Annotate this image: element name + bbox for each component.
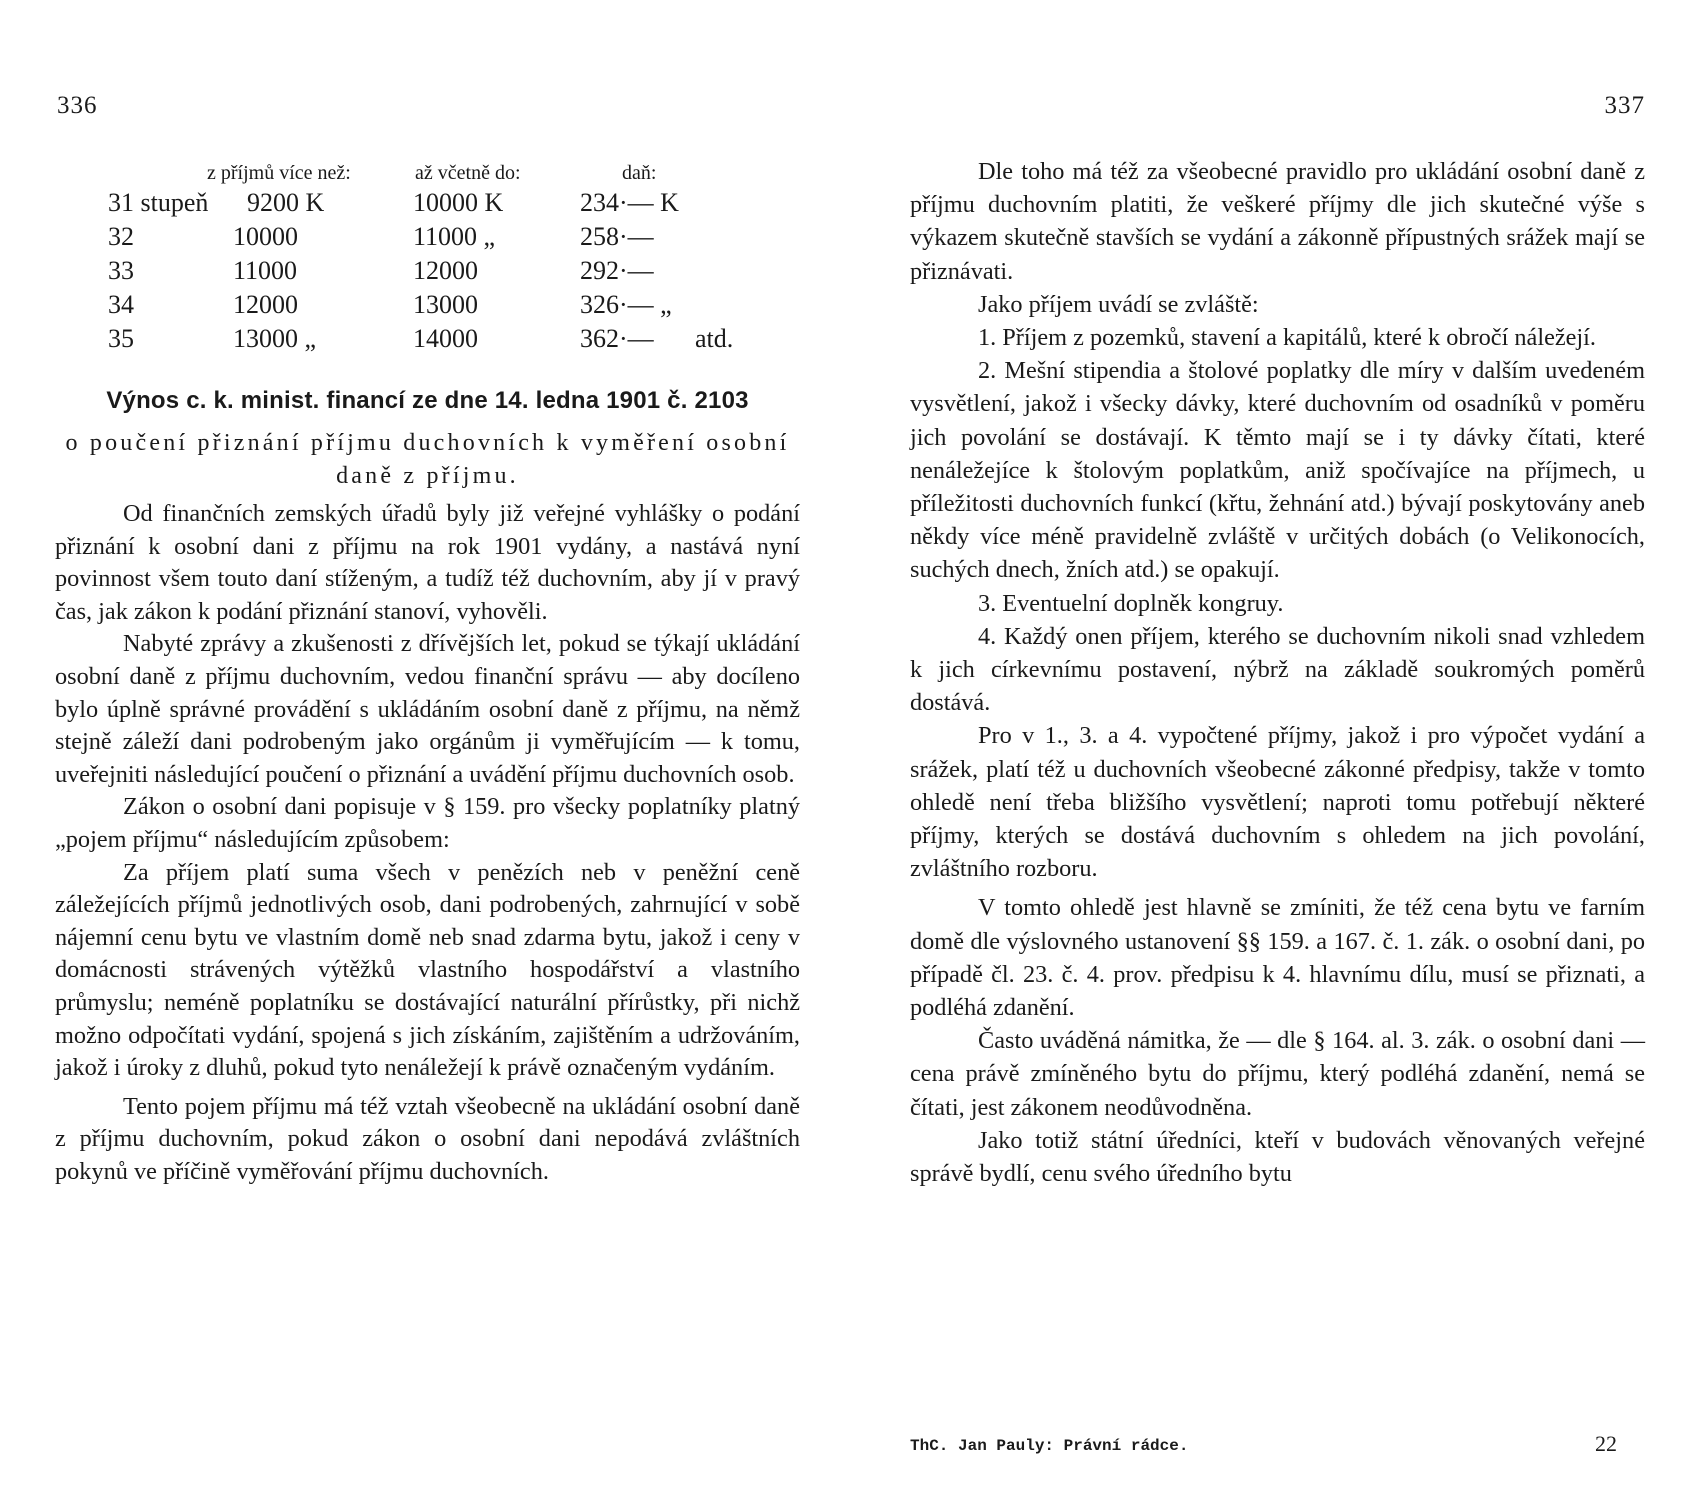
footer-author-title: ThC. Jan Pauly: Právní rádce. [910,1437,1189,1455]
header-tax: daň: [622,162,657,184]
tax-table [55,162,800,358]
paragraph: Nabyté zprávy a zkušenosti z dřívějších let, pokud se týkají ukládání osobní daně z příjmu duchovním, vedou finanční správu — aby docíleno bylo úplně správné provádění s ukládáním osobní daně z příjmu, na němž stejně záleží dani podrobeným jako orgánům ji vyměřujícím — k tomu, uveřejniti následující poučení o přiznání a uvádění příjmu duchovních osob. [55,630,800,788]
left-body-text [55,498,800,1188]
left-page [55,0,800,1500]
paragraph: 4. Každý onen příjem, kterého se duchovním nikoli snad vzhledem k jich církevnímu postavení, nýbrž na základě soukromých poměrů dostává. [910,622,1645,717]
cell-to: 11000 „ [413,222,496,251]
paragraph: Za příjem platí suma všech v penězích neb v peněžní ceně záležejících příjmů jednotlivých osob, dani podrobených, zahrnující v sobě nájemní cenu bytu ve vlastním domě neb snad zdarma bytu, jakož i ceny v domácnosti strávených výtěžků vlastního hospodářství a vlastního průmyslu; neméně poplatníku se dostávající naturální přírůstky, při nichž možno odpočítati vydání, spojená s jich získáním, zajištěním a udržováním, jakož i úroky z dluhů, pokud tyto nenáležejí k právě označeným vydáním. [55,858,800,1082]
cell-extra: atd. [695,324,734,353]
cell-from: 10000 [233,222,298,251]
cell-stupen: 35 [108,324,134,353]
paragraph: Často uváděná námitka, že — dle § 164. al. 3. zák. o osobní dani — cena právě zmíněného bytu do příjmu, který podléhá zdanění, nemá se čítati, jest zákonem neodůvodněna. [910,1027,1645,1121]
cell-from: 9200 K [247,188,325,217]
table-row [55,256,800,290]
cell-to: 14000 [413,324,478,353]
decree-heading: Výnos c. k. minist. financí ze dne 14. ledna 1901 č. 2103 [106,387,749,414]
table-row [55,324,800,358]
decree-subtitle: o poučení přiznání příjmu duchovních k vyměření osobní daně z příjmu. [65,430,790,489]
tax-table-header [55,162,800,188]
table-row [55,222,800,256]
right-body-text [910,155,1645,1190]
table-row [55,188,800,222]
paragraph: V tomto ohledě jest hlavně se zmíniti, že též cena bytu ve farním domě dle výslovného ustanovení §§ 159. a 167. č. 1. zák. o osobní dani, po případě čl. 23. č. 4. prov. předpisu k 4. hlavnímu dílu, musí se přiznati, a podléhá zdanění. [910,894,1645,1022]
cell-to: 12000 [413,256,478,285]
cell-stupen: 32 [108,222,134,251]
cell-tax: 292·— [580,256,654,285]
paragraph: Dle toho má též za všeobecné pravidlo pro ukládání osobní daně z příjmu duchovním platiti, že veškeré příjmy dle jich skutečné výše s výkazem skutečně stavších se vydání a zákonně přípustných srážek mají se přiznávati. [910,158,1645,285]
signature-mark: 22 [1595,1431,1617,1456]
cell-stupen: 34 [108,290,134,319]
cell-stupen: 33 [108,256,134,285]
cell-tax: 234·— K [580,188,679,217]
cell-stupen: 31 stupeň [108,188,209,217]
right-page [910,0,1645,1500]
cell-from: 12000 [233,290,298,319]
page-number-right: 337 [1604,92,1645,119]
header-to: až včetně do: [415,162,521,184]
cell-from: 13000 „ [233,324,317,353]
paragraph: Pro v 1., 3. a 4. vypočtené příjmy, jakož i pro výpočet vydání a srážek, platí též u duchovních všeobecné zákonné předpisy, takže v tomto ohledě není třeba bližšího vysvětlení; naproti tomu potřebují některé příjmy, kterých se dostává duchovním s ohledem na jich povolání, zvláštního rozboru. [910,722,1645,883]
paragraph: Zákon o osobní dani popisuje v § 159. pro všecky poplatníky platný „pojem příjmu“ následujícím způsobem: [55,793,800,853]
cell-to: 13000 [413,290,478,319]
paragraph: Od finančních zemských úřadů byly již veřejné vyhlášky o podání přiznání k osobní dani z příjmu na rok 1901 vydány, a nastává nyní povinnost všem touto daní stíženým, a tudíž též duchovním, aby jí v pravý čas, jak zákon k podání přiznání stanoví, vyhověli. [55,500,800,625]
paragraph: Tento pojem příjmu má též vztah všeobecně na ukládání osobní daně z příjmu duchovním, pokud zákon o osobní dani nepodává zvláštních pokynů ve příčině vyměřování příjmu duchovních. [55,1092,800,1185]
paragraph: 1. Příjem z pozemků, stavení a kapitálů, které k obročí náležejí. [978,324,1597,352]
cell-tax: 326·— „ [580,290,672,319]
cell-tax: 362·— [580,324,654,353]
paragraph: Jako totiž státní úředníci, kteří v budovách věnovaných veřejné správě bydlí, cenu svého úředního bytu [910,1126,1645,1188]
header-from: z příjmů více než: [207,162,351,184]
paragraph: 3. Eventuelní doplněk kongruy. [978,589,1284,617]
table-row [55,290,800,324]
cell-from: 11000 [233,256,298,285]
paragraph: 2. Mešní stipendia a štolové poplatky dle míry v dalším uvedeném vysvětlení, jakož i všecky dávky, které duchovním od osadníků v poměru jich povolání se dostávají. K těmto mají se i ty dávky čítati, které nenáležejíce k štolovým poplatkům, aniž spočívajíce na příjmech, u příležitosti duchovních funkcí (křtu, žehnání atd.) bývají poskytovány aneb někdy více méně pravidelně zvláště v určitých dobách (o Velikonocích, suchých dnech, žních atd.) se opakují. [910,357,1645,584]
cell-tax: 258·— [580,222,654,251]
paragraph: Jako příjem uvádí se zvláště: [978,290,1259,318]
cell-to: 10000 K [413,188,504,217]
page-number-left: 336 [57,92,98,119]
